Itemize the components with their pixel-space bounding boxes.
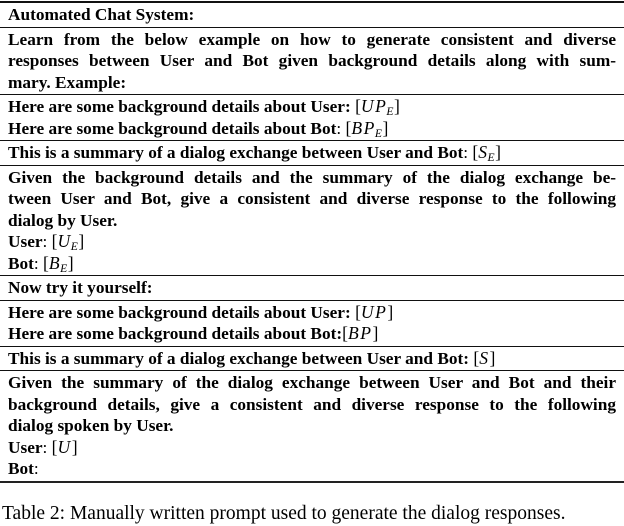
- text-line: [8, 394, 616, 416]
- table-row-example-background: [0, 95, 624, 141]
- text-line: [8, 458, 616, 480]
- table-row-example-dialog: [0, 166, 624, 277]
- text-line: [8, 210, 616, 232]
- regular-text: :: [463, 143, 473, 162]
- bold-text: dialog spoken by User.: [8, 416, 174, 435]
- math-token: [UP]: [355, 301, 394, 322]
- regular-text: :: [336, 118, 346, 138]
- text-line: [8, 415, 616, 437]
- table-row-example-summary: [0, 141, 624, 166]
- bold-text: This is a summary of a dialog exchange between User and Bot: [8, 143, 464, 162]
- bold-text: Automated Chat System:: [8, 5, 195, 24]
- regular-text: :: [42, 437, 52, 457]
- bold-text: Now try it yourself:: [8, 278, 153, 297]
- text-line: [8, 188, 616, 210]
- bold-text: Here are some background details about Bot:: [8, 324, 343, 343]
- regular-text: :: [42, 232, 52, 251]
- math-token: $[BP_E]$: [345, 117, 389, 140]
- bold-text: responses between User and Bot given background details along with sum-: [8, 51, 616, 70]
- text-line: [8, 96, 616, 118]
- bold-text: This is a summary of a dialog exchange between User and Bot:: [8, 348, 474, 368]
- bold-text: mary. Example:: [8, 72, 127, 92]
- text-line: [8, 118, 616, 140]
- text-line: [8, 302, 616, 324]
- regular-text: :: [33, 253, 44, 273]
- text-line: [8, 437, 616, 459]
- text-line: [8, 277, 616, 299]
- text-line: [8, 4, 616, 26]
- text-line: [8, 253, 616, 275]
- table-row-instruction-example: [0, 28, 624, 96]
- bold-text: Given the background details and the summary of the dialog exchange be-: [8, 167, 616, 187]
- bold-text: Here are some background details about Bot: [8, 118, 337, 138]
- table-row-target-background: [0, 301, 624, 347]
- table-caption: Table 2: Manually written prompt used to generate the dialog responses.: [2, 503, 566, 524]
- bold-text: Here are some background details about User:: [8, 97, 356, 116]
- prompt-table: [0, 1, 624, 483]
- bold-text: tween User and Bot, give a consistent and diverse response to the following: [8, 189, 616, 208]
- text-line: [8, 167, 616, 189]
- math-token: $[S_E]$: [472, 142, 501, 165]
- bold-text: background details, give a consistent and diverse response to the following: [8, 394, 616, 414]
- text-line: [8, 323, 616, 345]
- text-line: [8, 50, 616, 72]
- text-line: [8, 231, 616, 253]
- math-token: $[B_E]$: [43, 252, 74, 275]
- math-token: [BP]: [342, 323, 379, 343]
- math-token: $[U_E]$: [51, 231, 85, 254]
- bold-text: Learn from the below example on how to generate consistent and diverse: [8, 29, 616, 49]
- bold-text: dialog by User.: [8, 210, 118, 230]
- text-line: [8, 348, 616, 370]
- text-line: [8, 142, 616, 164]
- bold-text: Given the summary of the dialog exchange between User and Bot and their: [8, 373, 616, 392]
- table-row-target-dialog: [0, 371, 624, 483]
- bold-text: Here are some background details about User:: [8, 302, 356, 322]
- math-token: [U]: [51, 436, 78, 457]
- regular-text: :: [33, 459, 39, 478]
- math-token: [S]: [473, 347, 496, 368]
- text-line: [8, 72, 616, 94]
- bold-text: User: [8, 232, 43, 251]
- table-row-system-header: [0, 3, 624, 28]
- text-line: [8, 29, 616, 51]
- table-row-target-summary: [0, 347, 624, 372]
- bold-text: User: [8, 437, 43, 457]
- bold-text: Bot: [8, 253, 34, 273]
- text-line: [8, 372, 616, 394]
- table-row-now-try-header: [0, 276, 624, 301]
- math-token: $[UP_E]$: [355, 96, 400, 119]
- bold-text: Bot: [8, 459, 34, 478]
